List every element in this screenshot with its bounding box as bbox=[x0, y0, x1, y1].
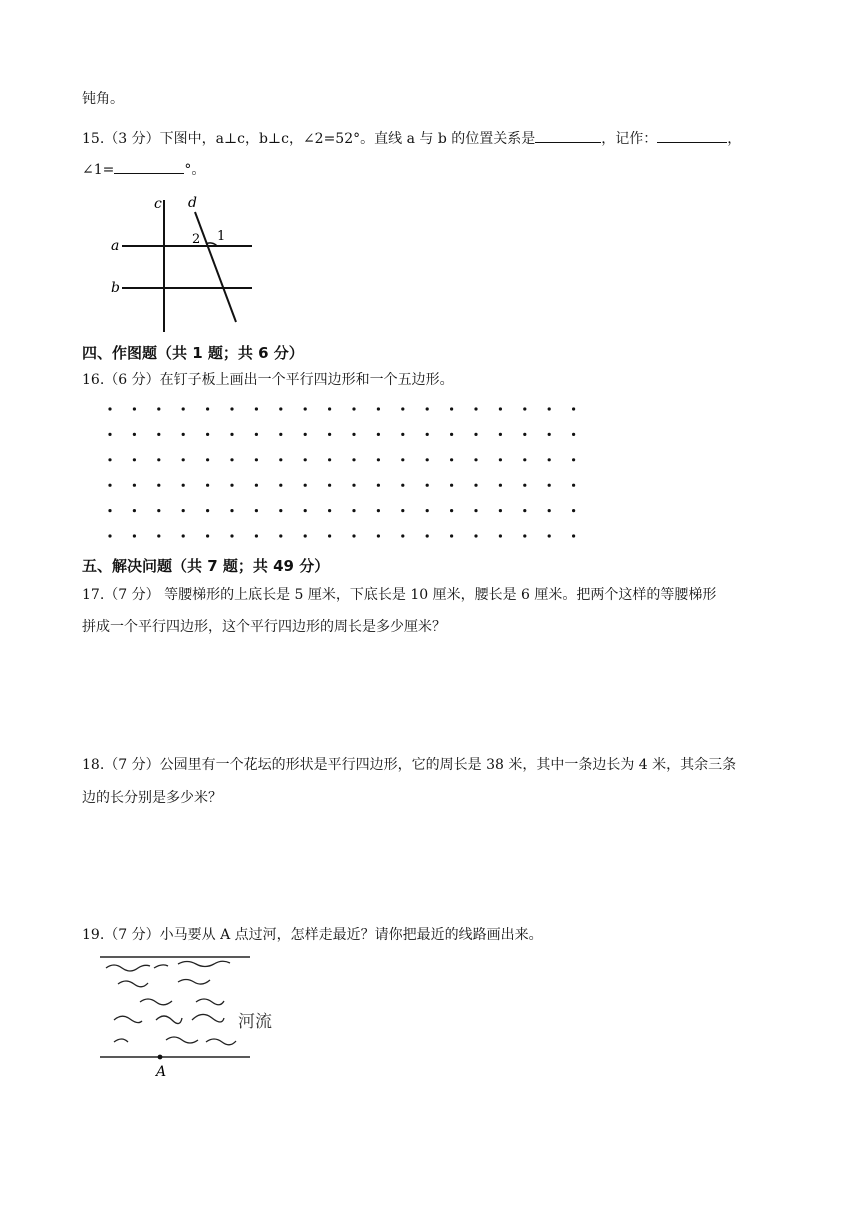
nail-dot[interactable] bbox=[474, 433, 477, 436]
nail-dot[interactable] bbox=[426, 407, 429, 410]
nail-dot[interactable] bbox=[377, 509, 380, 512]
label-a: a bbox=[111, 238, 120, 254]
nail-dot[interactable] bbox=[133, 407, 136, 410]
nail-dot[interactable] bbox=[230, 509, 233, 512]
nail-dot[interactable] bbox=[304, 433, 307, 436]
label-angle2: 2 bbox=[192, 232, 201, 247]
nail-dot[interactable] bbox=[230, 458, 233, 461]
nail-dot[interactable] bbox=[206, 458, 209, 461]
continuation-text: 钝角。 bbox=[82, 91, 124, 107]
q15-text-1: 15.（3 分）下图中，a⊥c，b⊥c，∠2=52°。直线 a 与 b 的位置关系是 bbox=[82, 131, 536, 147]
nail-dot[interactable] bbox=[474, 534, 477, 537]
nail-dot[interactable] bbox=[304, 534, 307, 537]
nail-dot[interactable] bbox=[230, 534, 233, 537]
nail-dot[interactable] bbox=[133, 534, 136, 537]
q15-text-2: ，记作： bbox=[601, 131, 658, 147]
nail-dot[interactable] bbox=[108, 433, 111, 436]
nail-dot[interactable] bbox=[499, 433, 502, 436]
nail-dot[interactable] bbox=[206, 433, 209, 436]
nail-dot[interactable] bbox=[230, 484, 233, 487]
nail-dot[interactable] bbox=[523, 484, 526, 487]
nail-dot[interactable] bbox=[426, 509, 429, 512]
section-4-heading: 四、作图题（共 1 题；共 6 分） bbox=[82, 344, 304, 362]
nail-dot[interactable] bbox=[499, 534, 502, 537]
nail-dot[interactable] bbox=[255, 484, 258, 487]
nail-dot[interactable] bbox=[157, 484, 160, 487]
nail-dot[interactable] bbox=[352, 509, 355, 512]
nail-dot[interactable] bbox=[255, 534, 258, 537]
nail-dot[interactable] bbox=[279, 433, 282, 436]
nail-dot[interactable] bbox=[450, 407, 453, 410]
nail-dot[interactable] bbox=[450, 534, 453, 537]
label-d: d bbox=[188, 195, 197, 211]
nail-dot[interactable] bbox=[352, 433, 355, 436]
nail-dot[interactable] bbox=[548, 458, 551, 461]
nail-dot[interactable] bbox=[157, 534, 160, 537]
q15-blank-notation[interactable] bbox=[657, 128, 727, 143]
nail-dot[interactable] bbox=[255, 458, 258, 461]
section-5-heading: 五、解决问题（共 7 题；共 49 分） bbox=[82, 557, 330, 575]
nail-dot[interactable] bbox=[133, 433, 136, 436]
nail-dot[interactable] bbox=[401, 534, 404, 537]
nail-dot[interactable] bbox=[279, 458, 282, 461]
nail-dot[interactable] bbox=[523, 407, 526, 410]
nail-dot[interactable] bbox=[377, 407, 380, 410]
river-waves bbox=[106, 961, 236, 1045]
q19-text: 19.（7 分）小马要从 A 点过河，怎样走最近？请你把最近的线路画出来。 bbox=[82, 927, 543, 943]
nail-dot[interactable] bbox=[255, 433, 258, 436]
nail-dot[interactable] bbox=[474, 458, 477, 461]
nail-dot[interactable] bbox=[548, 509, 551, 512]
nail-dot[interactable] bbox=[401, 407, 404, 410]
nail-dot[interactable] bbox=[572, 534, 575, 537]
label-angle1: 1 bbox=[217, 229, 226, 244]
nail-dot[interactable] bbox=[401, 458, 404, 461]
nail-dot[interactable] bbox=[499, 509, 502, 512]
nail-dot[interactable] bbox=[157, 407, 160, 410]
nail-dot[interactable] bbox=[572, 484, 575, 487]
nail-dot[interactable] bbox=[352, 534, 355, 537]
nail-dot[interactable] bbox=[182, 458, 185, 461]
nail-dot[interactable] bbox=[182, 407, 185, 410]
nail-dot[interactable] bbox=[499, 407, 502, 410]
nail-dot[interactable] bbox=[157, 433, 160, 436]
nail-dot[interactable] bbox=[572, 509, 575, 512]
nail-dot[interactable] bbox=[401, 433, 404, 436]
nail-dot[interactable] bbox=[548, 484, 551, 487]
nail-dot[interactable] bbox=[279, 407, 282, 410]
q15-blank-angle1[interactable] bbox=[114, 159, 184, 174]
nail-dot[interactable] bbox=[548, 433, 551, 436]
nail-dot[interactable] bbox=[377, 458, 380, 461]
nail-dot[interactable] bbox=[304, 458, 307, 461]
nail-dot[interactable] bbox=[182, 433, 185, 436]
nail-dot[interactable] bbox=[523, 433, 526, 436]
nail-dot[interactable] bbox=[206, 534, 209, 537]
nail-dot[interactable] bbox=[352, 407, 355, 410]
label-c: c bbox=[154, 196, 162, 212]
nail-dot[interactable] bbox=[108, 509, 111, 512]
nail-board-grid[interactable] bbox=[102, 401, 602, 541]
nail-dot[interactable] bbox=[182, 509, 185, 512]
river-figure bbox=[96, 950, 286, 1085]
q15-blank-relation[interactable] bbox=[535, 128, 601, 143]
nail-dot[interactable] bbox=[548, 534, 551, 537]
nail-dot[interactable] bbox=[304, 407, 307, 410]
nail-dot[interactable] bbox=[133, 458, 136, 461]
nail-dot[interactable] bbox=[157, 458, 160, 461]
nail-dot[interactable] bbox=[206, 509, 209, 512]
q16-text: 16.（6 分）在钉子板上画出一个平行四边形和一个五边形。 bbox=[82, 372, 454, 388]
label-b: b bbox=[111, 280, 120, 296]
point-a-marker bbox=[158, 1055, 163, 1060]
nail-dot[interactable] bbox=[401, 509, 404, 512]
nail-dot[interactable] bbox=[328, 484, 331, 487]
q15-figure bbox=[100, 190, 270, 340]
nail-dot[interactable] bbox=[279, 484, 282, 487]
q15-text-3: ， bbox=[727, 131, 742, 147]
nail-dot[interactable] bbox=[572, 433, 575, 436]
nail-dot[interactable] bbox=[157, 509, 160, 512]
line-d bbox=[195, 212, 236, 322]
nail-dot[interactable] bbox=[450, 509, 453, 512]
nail-dot[interactable] bbox=[499, 458, 502, 461]
nail-dot[interactable] bbox=[377, 534, 380, 537]
nail-dot[interactable] bbox=[182, 534, 185, 537]
nail-dot[interactable] bbox=[255, 407, 258, 410]
nail-dot[interactable] bbox=[352, 458, 355, 461]
nail-dot[interactable] bbox=[572, 458, 575, 461]
nail-dot[interactable] bbox=[548, 407, 551, 410]
nail-dot[interactable] bbox=[304, 484, 307, 487]
nail-dot[interactable] bbox=[499, 484, 502, 487]
q17-line2: 拼成一个平行四边形，这个平行四边形的周长是多少厘米？ bbox=[82, 619, 446, 635]
nail-dot[interactable] bbox=[108, 458, 111, 461]
nail-dot[interactable] bbox=[426, 534, 429, 537]
nail-dot[interactable] bbox=[304, 509, 307, 512]
nail-dot[interactable] bbox=[108, 534, 111, 537]
nail-dot[interactable] bbox=[426, 433, 429, 436]
nail-dot[interactable] bbox=[377, 484, 380, 487]
nail-dot[interactable] bbox=[206, 407, 209, 410]
nail-dot[interactable] bbox=[108, 407, 111, 410]
q18-line1: 18.（7 分）公园里有一个花坛的形状是平行四边形，它的周长是 38 米，其中一条边长为 4 米，其余三条 bbox=[82, 757, 737, 773]
q18-line2: 边的长分别是多少米？ bbox=[82, 790, 222, 806]
nail-dot[interactable] bbox=[328, 534, 331, 537]
nail-dot[interactable] bbox=[133, 484, 136, 487]
nail-dot[interactable] bbox=[182, 484, 185, 487]
nail-dot[interactable] bbox=[352, 484, 355, 487]
nail-dot[interactable] bbox=[474, 509, 477, 512]
nail-dot[interactable] bbox=[572, 407, 575, 410]
nail-dot[interactable] bbox=[206, 484, 209, 487]
nail-dot[interactable] bbox=[328, 509, 331, 512]
nail-dot[interactable] bbox=[328, 458, 331, 461]
q15-line1 bbox=[82, 128, 741, 149]
nail-dot[interactable] bbox=[523, 458, 526, 461]
nail-dot[interactable] bbox=[133, 509, 136, 512]
nail-dot[interactable] bbox=[450, 433, 453, 436]
river-label: 河流 bbox=[238, 1012, 272, 1032]
nail-dot[interactable] bbox=[426, 484, 429, 487]
nail-dot[interactable] bbox=[523, 509, 526, 512]
q15-text-4: ∠1= bbox=[82, 162, 115, 178]
point-a-label: A bbox=[156, 1064, 167, 1080]
nail-dot[interactable] bbox=[401, 484, 404, 487]
q15-text-5: °。 bbox=[184, 162, 206, 178]
nail-dot[interactable] bbox=[426, 458, 429, 461]
q17-line1: 17.（7 分） 等腰梯形的上底长是 5 厘米，下底长是 10 厘米，腰长是 6 厘米。把两个这样的等腰梯形 bbox=[82, 587, 717, 603]
q15-line2 bbox=[82, 159, 205, 180]
nail-dot[interactable] bbox=[450, 484, 453, 487]
nail-dot[interactable] bbox=[474, 407, 477, 410]
nail-dot[interactable] bbox=[328, 433, 331, 436]
nail-dot[interactable] bbox=[523, 534, 526, 537]
nail-dot[interactable] bbox=[279, 509, 282, 512]
nail-dot[interactable] bbox=[255, 509, 258, 512]
nail-dot[interactable] bbox=[450, 458, 453, 461]
nail-dot[interactable] bbox=[377, 433, 380, 436]
nail-dot[interactable] bbox=[108, 484, 111, 487]
nail-dot[interactable] bbox=[328, 407, 331, 410]
nail-dot[interactable] bbox=[230, 407, 233, 410]
nail-dot[interactable] bbox=[230, 433, 233, 436]
nail-dot[interactable] bbox=[279, 534, 282, 537]
nail-dot[interactable] bbox=[474, 484, 477, 487]
